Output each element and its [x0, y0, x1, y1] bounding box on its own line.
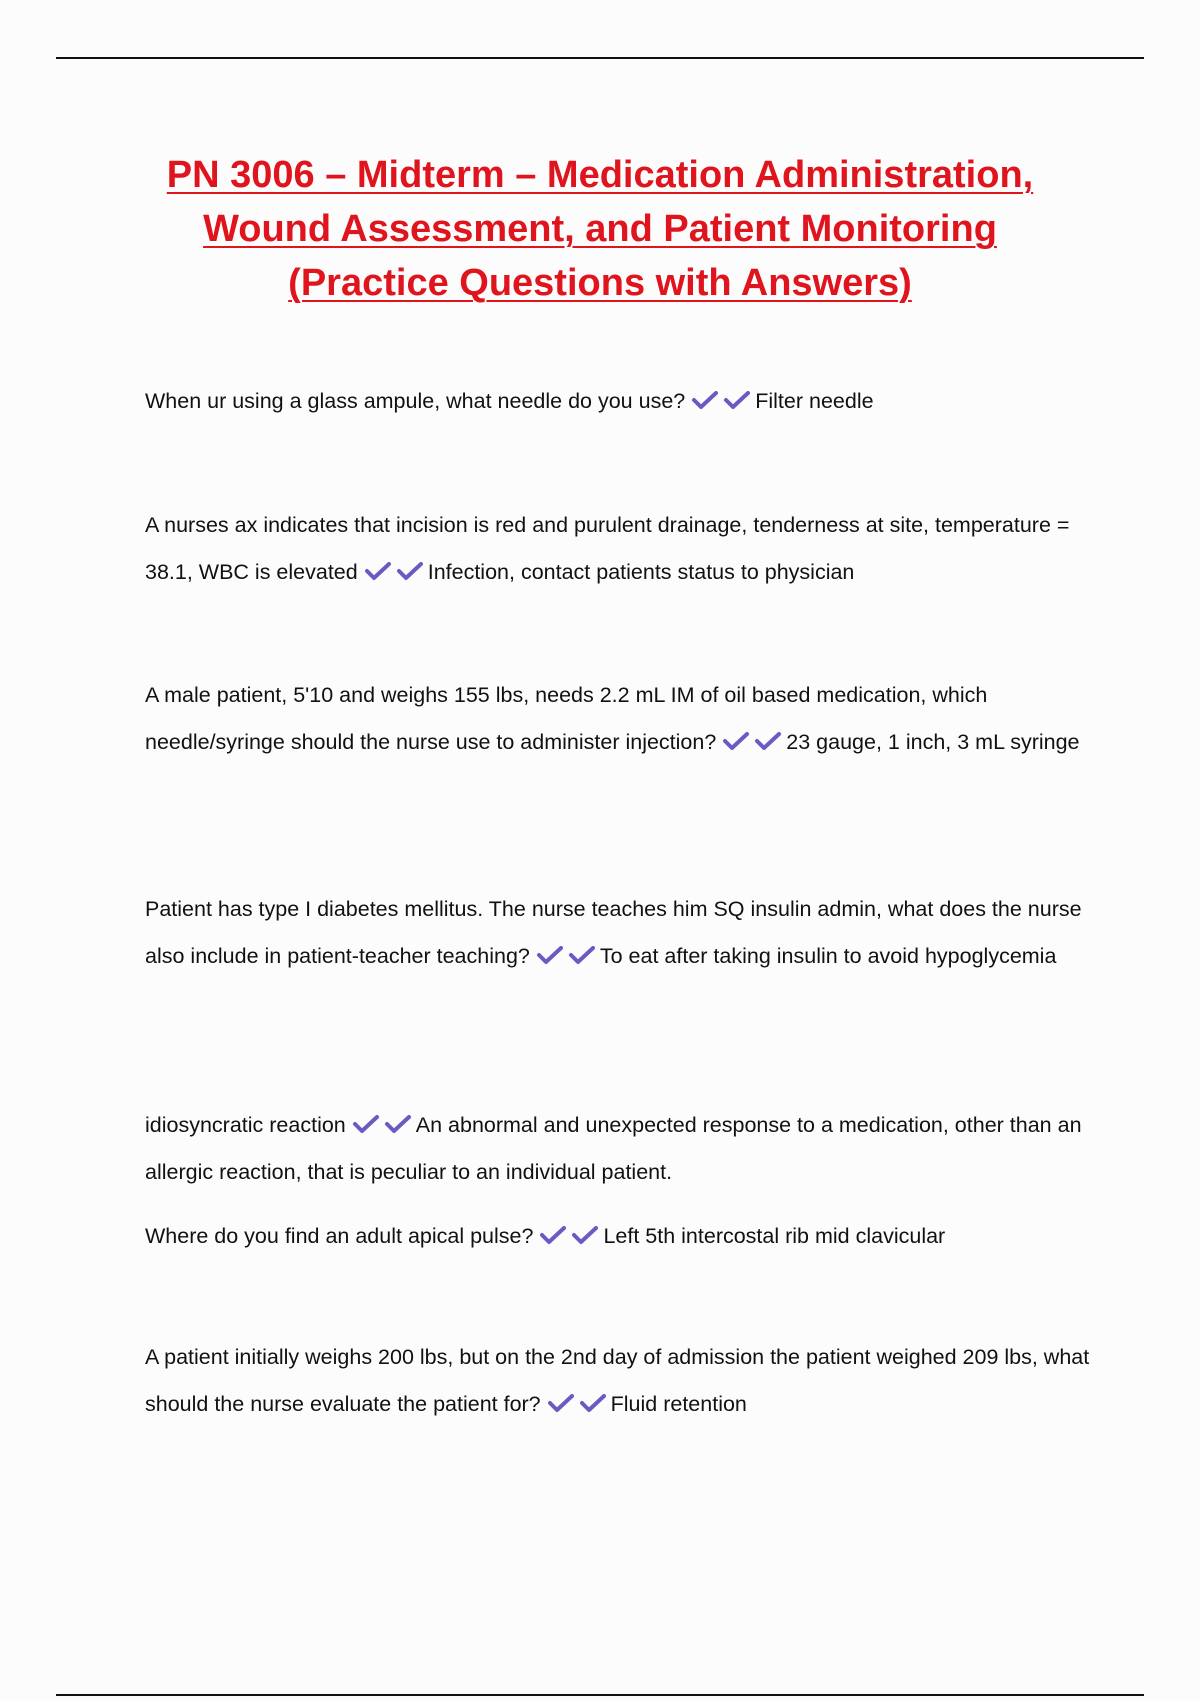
bottom-rule — [56, 1694, 1144, 1696]
double-check-icon — [691, 389, 755, 413]
title-line-1: PN 3006 – Midterm – Medication Administration, — [166, 154, 1034, 196]
answer-text: 23 gauge, 1 inch, 3 mL syringe — [786, 730, 1080, 754]
answer-text: Infection, contact patients status to physician — [427, 560, 855, 584]
qa-item-6 — [145, 1213, 1090, 1260]
top-rule — [56, 57, 1144, 59]
answer-text: An abnormal and unexpected response to a medication, other than an allergic reaction, that is peculiar to an individual patient. — [145, 1113, 1082, 1184]
double-check-icon — [539, 1224, 603, 1248]
double-check-icon — [536, 944, 600, 968]
question-text: When ur using a glass ampule, what needle do you use? — [145, 389, 686, 413]
qa-item-2 — [145, 502, 1090, 596]
qa-item-4 — [145, 886, 1090, 980]
double-check-icon — [722, 730, 786, 754]
answer-text: Left 5th intercostal rib mid clavicular — [603, 1224, 946, 1248]
title-line-3: (Practice Questions with Answers) — [288, 262, 912, 304]
question-text: A nurses ax indicates that incision is red and purulent drainage, tenderness at site, temperature = 38.1, WBC is elevated — [145, 513, 1070, 584]
qa-item-3 — [145, 672, 1090, 766]
answer-text: Fluid retention — [610, 1392, 747, 1416]
double-check-icon — [364, 560, 428, 584]
question-text: A patient initially weighs 200 lbs, but on the 2nd day of admission the patient weighed 209 lbs, what should the nurse evaluate the patient for? — [145, 1345, 1090, 1416]
question-text: Where do you find an adult apical pulse? — [145, 1224, 534, 1248]
answer-text: To eat after taking insulin to avoid hypoglycemia — [599, 944, 1057, 968]
qa-item-1 — [145, 378, 1090, 425]
answer-text: Filter needle — [755, 389, 874, 413]
double-check-icon — [352, 1113, 416, 1137]
double-check-icon — [547, 1392, 611, 1416]
qa-item-7 — [145, 1334, 1090, 1428]
question-text: Patient has type I diabetes mellitus. The nurse teaches him SQ insulin admin, what does the nurse also include in patient-teacher teaching? — [145, 897, 1082, 968]
document-title — [120, 148, 1080, 310]
question-text: A male patient, 5'10 and weighs 155 lbs, needs 2.2 mL IM of oil based medication, which needle/syringe should the nurse use to administer injection? — [145, 683, 988, 754]
title-line-2: Wound Assessment, and Patient Monitoring — [203, 208, 997, 250]
qa-item-5 — [145, 1102, 1090, 1196]
question-text: idiosyncratic reaction — [145, 1113, 346, 1137]
